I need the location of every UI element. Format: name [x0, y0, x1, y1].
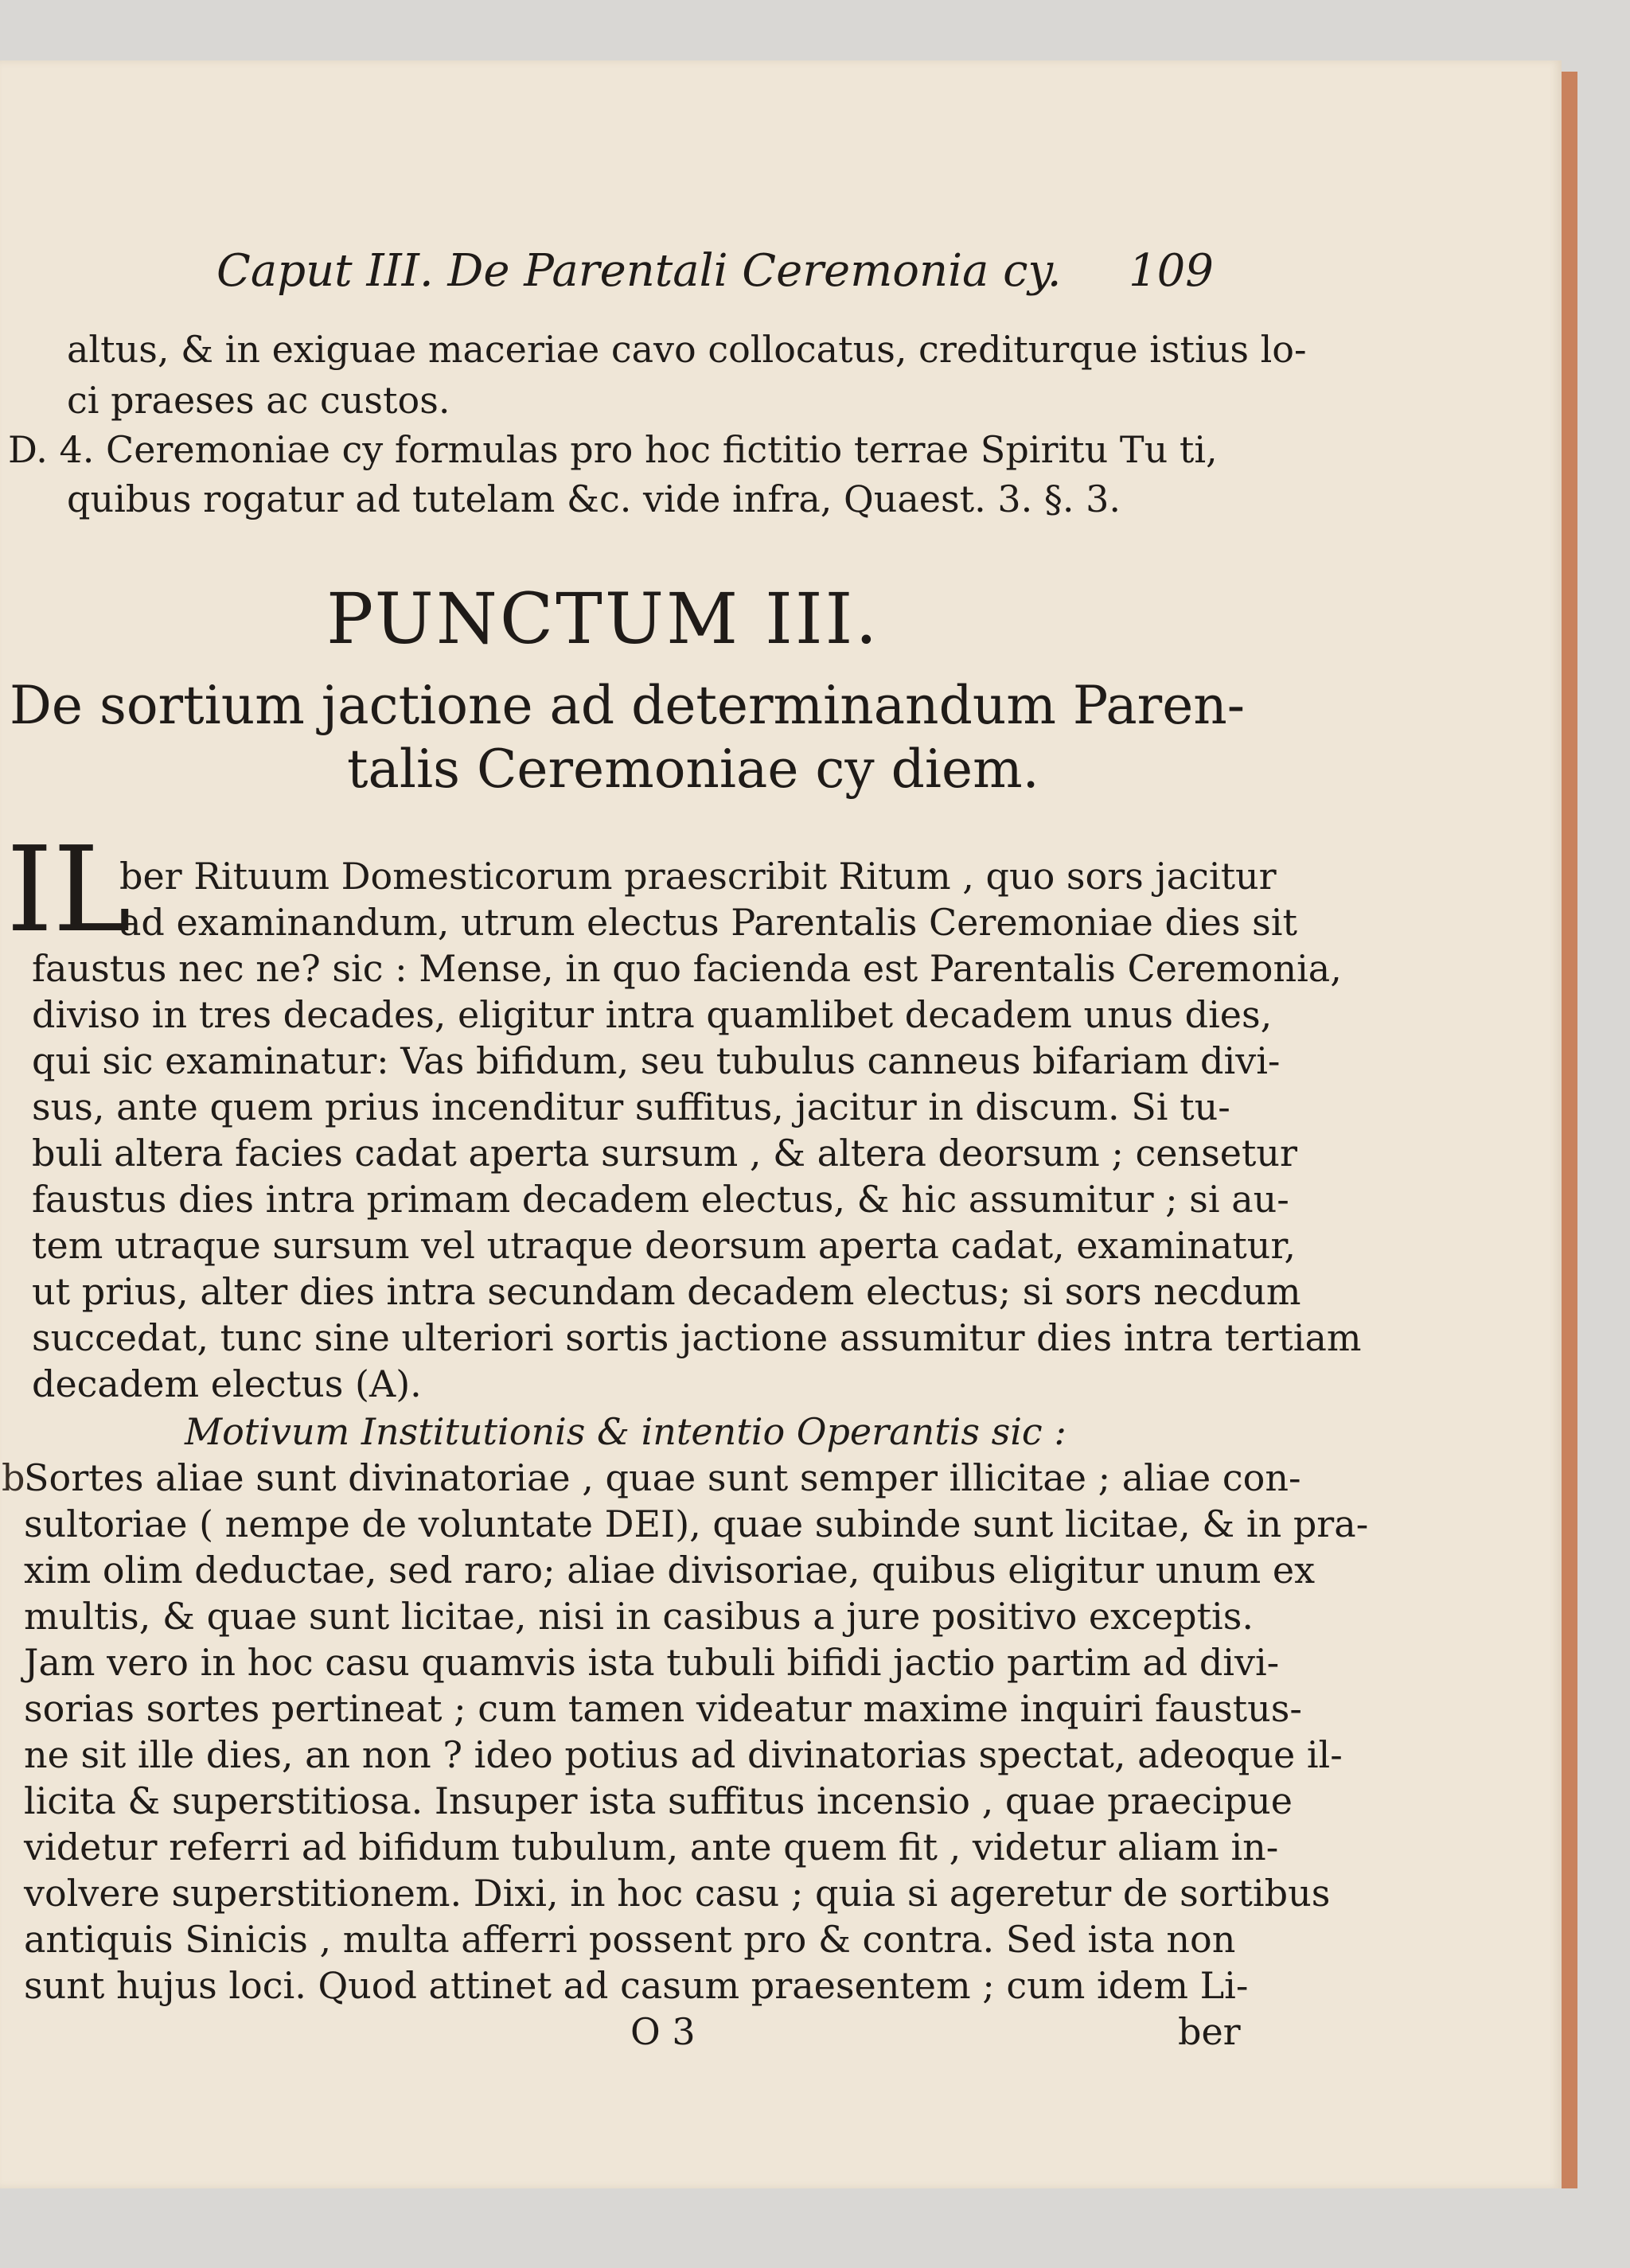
running-title: Caput III. De Parentali Ceremonia cy.	[216, 245, 1062, 297]
section-subtitle-line-1: De sortium jactione ad determinandum Paren-	[10, 675, 1246, 736]
signature-mark: O 3	[630, 2010, 696, 2053]
catchword: ber	[1178, 2010, 1241, 2053]
paragraph2-line-10: volvere superstitionem. Dixi, in hoc casu ; quia si ageretur de sortibus	[24, 1872, 1331, 1915]
paragraph2-line-5: Jam vero in hoc casu quamvis ista tubuli bifidi jactio partim ad divi-	[24, 1641, 1280, 1684]
paragraph2-line-12: sunt hujus loci. Quod attinet ad casum praesentem ; cum idem Li-	[24, 1964, 1249, 2007]
intro-line-3: D. 4. Ceremoniae cy formulas pro hoc fictitio terrae Spiritu Tu ti,	[8, 428, 1218, 471]
paragraph2-line-6: sorias sortes pertineat ; cum tamen videatur maxime inquiri faustus-	[24, 1687, 1302, 1730]
paragraph2-line-1: Sortes aliae sunt divinatoriae , quae sunt semper illicitae ; aliae con-	[24, 1456, 1301, 1499]
page-edge	[1562, 72, 1577, 2188]
paragraph2-line-7: ne sit ille dies, an non ? ideo potius ad divinatorias spectat, adeoque il-	[24, 1733, 1343, 1776]
paragraph1-line-7: buli altera facies cadat aperta sursum , & altera deorsum ; censetur	[32, 1132, 1298, 1175]
page-number: 109	[1129, 245, 1214, 297]
paragraph1-line-8: faustus dies intra primam decadem electus, & hic assumitur ; si au-	[32, 1178, 1289, 1221]
paragraph1-line-12: decadem electus (A).	[32, 1362, 422, 1405]
paragraph1-line-6: sus, ante quem prius incenditur suffitus, jacitur in discum. Si tu-	[32, 1085, 1230, 1128]
paragraph1-line-10: ut prius, alter dies intra secundam decadem electus; si sors necdum	[32, 1270, 1301, 1313]
intro-line-1: altus, & in exiguae maceriae cavo collocatus, crediturque istius lo-	[67, 328, 1307, 371]
paragraph2-line-2: sultoriae ( nempe de voluntate DEI), quae subinde sunt licitae, & in pra-	[24, 1502, 1369, 1545]
paragraph1-line-4: diviso in tres decades, eligitur intra quamlibet decadem unus dies,	[32, 993, 1273, 1036]
margin-fragment: b	[2, 1456, 25, 1499]
intro-line-2: ci praeses ac custos.	[67, 379, 450, 422]
book-page	[0, 60, 1562, 2188]
section-title: PUNCTUM III.	[326, 578, 880, 660]
motive-heading: Motivum Institutionis & intentio Operantis sic :	[185, 1410, 1067, 1453]
paragraph2-line-8: licita & superstitiosa. Insuper ista suffitus incensio , quae praecipue	[24, 1779, 1293, 1822]
drop-cap-initial: IL	[6, 821, 131, 958]
paragraph1-line-11: succedat, tunc sine ulteriori sortis jactione assumitur dies intra tertiam	[32, 1316, 1362, 1359]
section-subtitle-line-2: talis Ceremoniae cy diem.	[347, 738, 1039, 800]
paragraph1-line-2: ad examinandum, utrum electus Parentalis Ceremoniae dies sit	[119, 901, 1297, 944]
paragraph1-line-9: tem utraque sursum vel utraque deorsum aperta cadat, examinatur,	[32, 1224, 1296, 1267]
paragraph2-line-11: antiquis Sinicis , multa afferri possent pro & contra. Sed ista non	[24, 1918, 1236, 1961]
paragraph2-line-4: multis, & quae sunt licitae, nisi in casibus a jure positivo exceptis.	[24, 1595, 1254, 1638]
intro-line-4: quibus rogatur ad tutelam &c. vide infra, Quaest. 3. §. 3.	[67, 477, 1121, 520]
paragraph2-line-9: videtur referri ad bifidum tubulum, ante quem fit , videtur aliam in-	[24, 1826, 1279, 1869]
paragraph1-line-5: qui sic examinatur: Vas bifidum, seu tubulus canneus bifariam divi-	[32, 1039, 1281, 1082]
paragraph1-line-3: faustus nec ne? sic : Mense, in quo facienda est Parentalis Ceremonia,	[32, 947, 1342, 990]
paragraph2-line-3: xim olim deductae, sed raro; aliae divisoriae, quibus eligitur unum ex	[24, 1549, 1316, 1592]
paragraph1-line-1: ber Rituum Domesticorum praescribit Ritum , quo sors jacitur	[119, 855, 1277, 898]
